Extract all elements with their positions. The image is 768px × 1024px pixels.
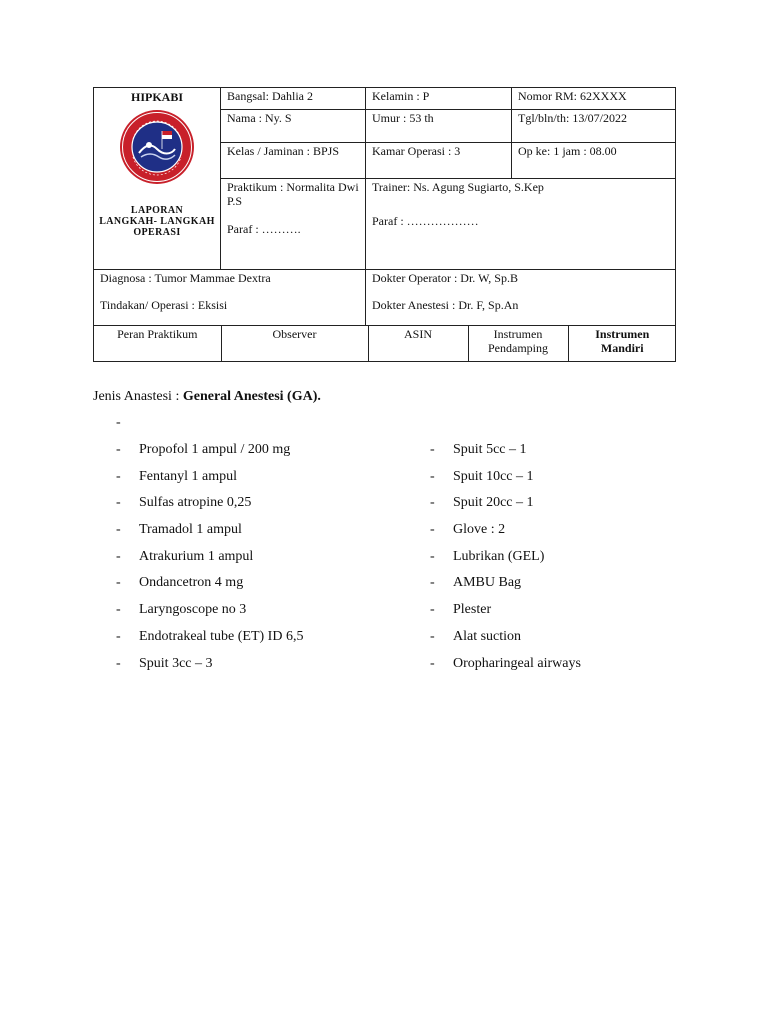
list-item-text: Tramadol 1 ampul: [139, 522, 242, 538]
list-item: [430, 601, 581, 628]
list-item: [430, 494, 581, 521]
list-item-text: Fentanyl 1 ampul: [139, 468, 237, 484]
list-dash: -: [430, 575, 435, 591]
tanggal-field: Tgl/bln/th: 13/07/2022: [512, 110, 676, 143]
paraf-praktikum-field: Paraf : ……….: [227, 222, 301, 236]
bangsal-field: Bangsal: Dahlia 2: [221, 88, 366, 110]
list-item: [430, 468, 581, 495]
equipment-list-right: [430, 441, 581, 681]
hipkabi-logo-icon: [119, 109, 195, 185]
list-item-text: Glove : 2: [453, 522, 506, 538]
role-observer: Observer: [221, 326, 368, 361]
list-dash: -: [430, 495, 435, 511]
list-dash: -: [116, 655, 121, 671]
list-item-text: AMBU Bag: [453, 575, 522, 591]
kelas-jaminan-field: Kelas / Jaminan : BPJS: [221, 143, 366, 179]
list-item: [430, 574, 581, 601]
medication-list-left: [116, 441, 303, 681]
list-item-text: Oropharingeal airways: [453, 655, 581, 671]
trainer-field: Trainer: Ns. Agung Sugiarto, S.Kep: [372, 180, 544, 194]
role-asin: ASIN: [368, 326, 468, 361]
role-instrumen-mandiri: Instrumen Mandiri: [568, 326, 676, 361]
list-dash: -: [430, 442, 435, 457]
list-item-text: Spuit 10cc – 1: [453, 468, 534, 484]
list-item: [116, 468, 303, 495]
list-item-text: Atrakurium 1 ampul: [139, 548, 254, 564]
report-title-line: OPERASI: [133, 227, 181, 238]
header-table: [93, 87, 676, 362]
list-item-text: Spuit 5cc – 1: [453, 442, 527, 457]
dokter-cell: [366, 270, 676, 326]
diagnosa-cell: [94, 270, 366, 326]
praktikum-cell: [221, 179, 366, 270]
list-dash: -: [430, 548, 435, 564]
list-item-text: Endotrakeal tube (ET) ID 6,5: [139, 628, 304, 644]
list-item: [116, 574, 303, 601]
roles-table: [94, 326, 676, 361]
empty-list-dash: -: [116, 415, 121, 430]
role-peran-praktikum: Peran Praktikum: [117, 327, 198, 341]
list-item-text: Lubrikan (GEL): [453, 548, 545, 564]
list-dash: -: [116, 628, 121, 644]
paraf-trainer-field: Paraf : ………………: [372, 214, 479, 228]
role-instrumen-pendamping: Instrumen Pendamping: [468, 326, 568, 361]
list-item: [116, 521, 303, 548]
list-dash: -: [430, 522, 435, 538]
kelamin-field: Kelamin : P: [366, 88, 512, 110]
logo-cell: [94, 88, 221, 270]
list-dash: -: [116, 442, 121, 457]
list-item-text: Spuit 20cc – 1: [453, 495, 534, 511]
list-item-text: Plester: [453, 602, 492, 618]
kamar-operasi-field: Kamar Operasi : 3: [366, 143, 512, 179]
report-title-line: LAPORAN: [130, 205, 184, 216]
report-title: [94, 205, 220, 238]
org-name: HIPKABI: [130, 90, 183, 104]
jenis-anestesi-label: Jenis Anastesi :: [93, 389, 183, 404]
list-item: [116, 628, 303, 655]
tindakan-field: Tindakan/ Operasi : Eksisi: [100, 298, 228, 312]
list-dash: -: [430, 602, 435, 618]
list-item: [430, 628, 581, 655]
list-dash: -: [116, 575, 121, 591]
list-item-text: Ondancetron 4 mg: [139, 575, 244, 591]
dokter-operator-field: Dokter Operator : Dr. W, Sp.B: [372, 271, 518, 285]
list-item: [116, 494, 303, 521]
list-item: [116, 601, 303, 628]
list-item: [430, 521, 581, 548]
list-dash: -: [116, 522, 121, 538]
list-item: [430, 655, 581, 682]
jenis-anestesi-value: General Anestesi (GA).: [182, 389, 321, 404]
praktikum-field: Praktikum : Normalita Dwi P.S: [227, 180, 359, 208]
dokter-anestesi-field: Dokter Anestesi : Dr. F, Sp.An: [372, 298, 519, 312]
list-dash: -: [430, 468, 435, 484]
nama-field: Nama : Ny. S: [221, 110, 366, 143]
report-title-line: LANGKAH- LANGKAH: [99, 216, 215, 227]
list-dash: -: [116, 495, 121, 511]
trainer-cell: [366, 179, 676, 270]
jenis-anestesi-line: [93, 388, 321, 406]
nomor-rm-field: Nomor RM: 62XXXX: [512, 88, 676, 110]
list-item-text: Sulfas atropine 0,25: [139, 495, 252, 511]
list-item-text: Propofol 1 ampul / 200 mg: [139, 442, 291, 457]
list-item: [116, 441, 303, 468]
list-dash: -: [430, 655, 435, 671]
roles-row: [94, 326, 676, 362]
list-dash: -: [116, 602, 121, 618]
list-item: [116, 655, 303, 682]
list-item: [116, 548, 303, 575]
umur-field: Umur : 53 th: [366, 110, 512, 143]
list-item-text: Spuit 3cc – 3: [139, 655, 213, 671]
diagnosa-field: Diagnosa : Tumor Mammae Dextra: [100, 271, 271, 285]
list-dash: -: [430, 628, 435, 644]
list-item: [430, 441, 581, 468]
op-ke-field: Op ke: 1 jam : 08.00: [512, 143, 676, 179]
list-item-text: Alat suction: [453, 628, 522, 644]
list-item: [430, 548, 581, 575]
list-dash: -: [116, 548, 121, 564]
list-dash: -: [116, 468, 121, 484]
list-item-text: Laryngoscope no 3: [139, 602, 247, 618]
